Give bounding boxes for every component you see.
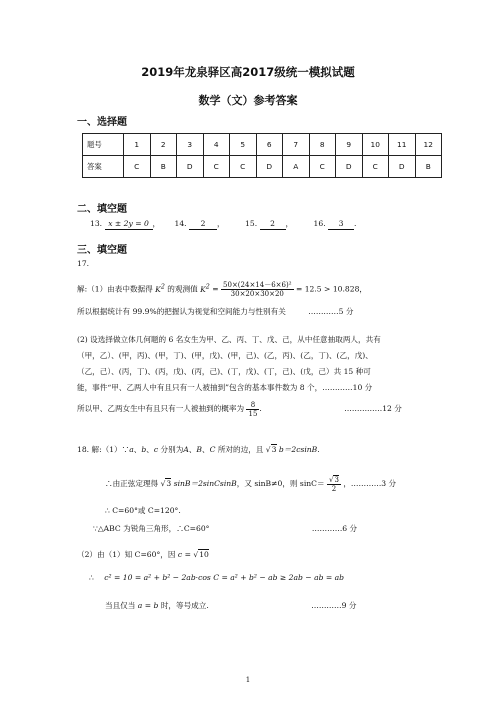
q18-line3: ∴ C=60°或 C=120°. bbox=[105, 506, 181, 515]
q17-line2 bbox=[77, 306, 353, 317]
separator: ， bbox=[285, 219, 294, 228]
question-number: 5 bbox=[230, 134, 257, 156]
answer-cell: C bbox=[230, 156, 257, 178]
fill-blank-answers bbox=[90, 218, 356, 230]
answer-cell: B bbox=[150, 156, 177, 178]
var-c: c bbox=[153, 445, 159, 454]
question-number: 2 bbox=[150, 134, 177, 156]
q17-intro: 解:（1）由表中数据得 bbox=[77, 284, 153, 294]
q14-answer: 2 bbox=[189, 218, 217, 230]
q18-intro: 18. 解:（1）∵ bbox=[77, 445, 130, 454]
fraction-numerator: 50×(24×14－6×6)² bbox=[223, 281, 292, 290]
answer-cell: D bbox=[177, 156, 204, 178]
q17-line4: （甲，乙）、(甲，丙)、(甲，丁)、(甲，戊)、(甲，己)、(乙，丙)、(乙，丁)、(乙，戊)、 bbox=[77, 351, 373, 360]
fraction-numerator: √3 bbox=[328, 475, 339, 484]
equals-sign: = bbox=[212, 284, 219, 294]
k-exponent: 2 bbox=[205, 283, 210, 290]
period: . bbox=[259, 404, 262, 413]
fraction-numerator: 8 bbox=[246, 401, 259, 410]
q14-number: 14. bbox=[174, 219, 187, 228]
q17-conclusion: 所以根据统计有 99.9%的把握认为视觉和空间能力与性别有关 bbox=[77, 307, 286, 316]
equals-sign: = bbox=[182, 550, 194, 559]
q15-answer: 2 bbox=[260, 218, 286, 230]
part2-intro: （2）由（1）知 C=60°，因 bbox=[77, 550, 176, 559]
sine-equation: sinB＝2sinCsinB bbox=[173, 479, 237, 488]
separator: . bbox=[354, 219, 357, 228]
q18-line2: ∴由正弦定理得 √3 sinB＝2sinCsinB，又 sinB≠0，则 sinC＝ $\frac{√3}{2}$ ，…………3 分 bbox=[105, 475, 397, 493]
question-number: 11 bbox=[389, 134, 416, 156]
sinc-fraction bbox=[327, 476, 341, 493]
k-symbol: K bbox=[155, 284, 161, 294]
table-row-numbers bbox=[83, 134, 442, 156]
section3-heading: 三、填空题 bbox=[77, 245, 127, 256]
sqrt-three: 3 bbox=[166, 479, 172, 488]
question-number: 6 bbox=[256, 134, 283, 156]
q16-answer: 3 bbox=[328, 218, 354, 230]
answer-key-subtitle: 数学（文）参考答案 bbox=[198, 94, 298, 107]
k-exponent: 2 bbox=[160, 283, 165, 290]
answer-cell: C bbox=[362, 156, 389, 178]
section1-heading: 一、选择题 bbox=[77, 117, 127, 128]
question-number: 10 bbox=[362, 134, 389, 156]
angle-b: B bbox=[196, 445, 202, 454]
probability-fraction bbox=[246, 400, 262, 418]
q16-number: 16. bbox=[313, 219, 326, 228]
q13-answer: x ± 2y = 0 bbox=[105, 218, 153, 230]
q18-line4 bbox=[93, 523, 357, 534]
answer-cell: B bbox=[415, 156, 442, 178]
angle-a: A bbox=[183, 445, 189, 454]
equality-condition: a = b bbox=[137, 601, 159, 610]
score-mark: ，…………3 分 bbox=[343, 479, 397, 488]
question-number: 12 bbox=[415, 134, 442, 156]
k-symbol: K bbox=[200, 284, 206, 294]
q17-line1 bbox=[77, 275, 367, 302]
var-b: b bbox=[141, 445, 147, 454]
q15-number: 15. bbox=[245, 219, 258, 228]
k-squared bbox=[155, 285, 165, 294]
q17-number: 17. bbox=[77, 259, 90, 268]
sqrt-three: 3 bbox=[271, 445, 277, 454]
score-mark: ……………12 分 bbox=[344, 404, 402, 413]
equality-condition-tail: 时，等号成立. bbox=[160, 601, 209, 610]
var-a: a bbox=[129, 445, 134, 454]
acute-triangle-text: ∵△ABC 为锐角三角形，∴C=60° bbox=[93, 524, 210, 533]
angle-c: C bbox=[209, 445, 216, 454]
answer-cell: D bbox=[336, 156, 363, 178]
q17-line6: 能，事件“甲、乙两人中有且只有一人被抽到”包含的基本事件数为 8 个，…………10 分 bbox=[77, 383, 373, 392]
answer-cell: C bbox=[124, 156, 151, 178]
sqrt-ten: 10 bbox=[199, 550, 209, 559]
section2-heading: 二、填空题 bbox=[77, 204, 127, 215]
score-mark: …………9 分 bbox=[311, 601, 357, 610]
answer-table bbox=[82, 133, 442, 178]
sqrt-three: 3 bbox=[334, 475, 339, 484]
question-number: 9 bbox=[336, 134, 363, 156]
fraction-denominator: 2 bbox=[331, 484, 337, 493]
question-number: 8 bbox=[309, 134, 336, 156]
table-row-answers bbox=[83, 156, 442, 178]
question-number: 1 bbox=[124, 134, 151, 156]
page-number: 1 bbox=[245, 676, 251, 684]
q17-line7 bbox=[77, 397, 402, 421]
chi-square-result: = 12.5 > 10.828， bbox=[295, 284, 367, 294]
table-answer-label: 答案 bbox=[83, 156, 124, 178]
question-number: 3 bbox=[177, 134, 204, 156]
sinc-text: ，又 sinB≠0，则 sinC＝ bbox=[236, 479, 325, 488]
answer-cell: A bbox=[283, 156, 310, 178]
q17-observed-label: 的观测值 bbox=[167, 284, 198, 294]
q18-line6 bbox=[89, 572, 344, 583]
separator: ， bbox=[152, 219, 161, 228]
q18-line7 bbox=[105, 600, 356, 611]
chi-square-fraction bbox=[221, 281, 294, 298]
score-mark: …………6 分 bbox=[311, 524, 358, 533]
q18-tail-text: 所对的边，且 bbox=[217, 445, 264, 454]
exam-title: 2019年龙泉驿区高2017级统一模拟试题 bbox=[141, 65, 355, 79]
q18-condition: b＝2csinB bbox=[278, 445, 318, 454]
fraction-denominator: 15 bbox=[248, 409, 258, 418]
answer-cell: D bbox=[256, 156, 283, 178]
q18-line5: （2）由（1）知 C=60°，因 c = √10 bbox=[77, 550, 209, 559]
q17-line3: (2) 设选择做立体几何题的 6 名女生为甲、乙、丙、丁、戊、己，从中任意抽取两人，共有 bbox=[77, 335, 381, 344]
answer-cell: D bbox=[389, 156, 416, 178]
var-c: c bbox=[177, 550, 183, 559]
answer-cell: C bbox=[203, 156, 230, 178]
inequality-chain: c² = 10 = a² + b² − 2ab·cos C = a² + b² − ab ≥ 2ab − ab = ab bbox=[104, 573, 345, 582]
q18-mid-text: 分别为 bbox=[160, 445, 184, 454]
equality-condition-intro: 当且仅当 bbox=[105, 601, 136, 610]
probability-intro: 所以甲、乙两女生中有且只有一人被抽到的概率为 bbox=[77, 404, 245, 413]
q18-line1: 18. 解:（1）∵a、b、c 分别为A、B、C 所对的边，且 √3 b＝2csinB. bbox=[77, 445, 320, 454]
question-number: 4 bbox=[203, 134, 230, 156]
score-mark: …………5 分 bbox=[308, 307, 354, 316]
k-squared-eq bbox=[200, 285, 210, 294]
question-number: 7 bbox=[283, 134, 310, 156]
table-header-label: 题号 bbox=[83, 134, 124, 156]
q13-number: 13. bbox=[90, 219, 103, 228]
separator: ， bbox=[217, 219, 225, 228]
sine-rule-intro: ∴由正弦定理得 bbox=[105, 479, 159, 488]
therefore-symbol: ∴ bbox=[89, 573, 94, 582]
q17-line5: （乙，己）、(丙，丁)、(丙，戊)、(丙，己)、(丁，戊)、(丁，己)、(戊，己）共 15 种可 bbox=[77, 367, 371, 376]
fraction-denominator: 30×20×30×20 bbox=[230, 290, 284, 299]
answer-cell: C bbox=[309, 156, 336, 178]
